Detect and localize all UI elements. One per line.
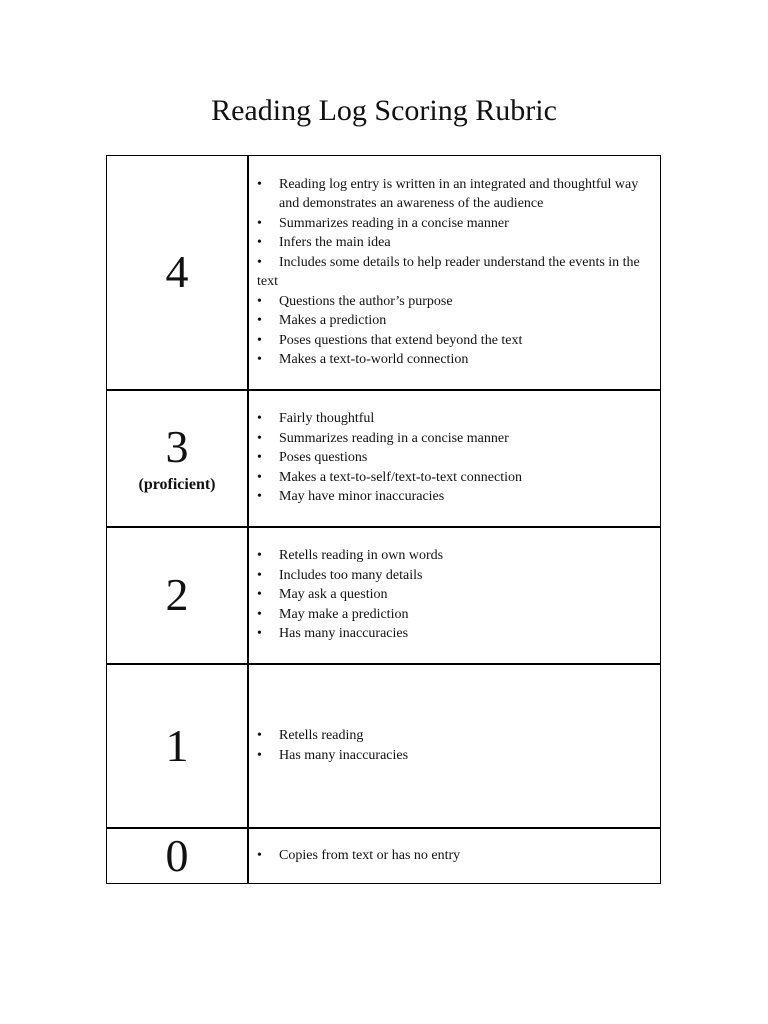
criteria-cell — [248, 390, 661, 527]
bullet-icon: • — [257, 626, 262, 642]
bullet-icon: • — [257, 587, 262, 603]
criteria-item: • Makes a text-to-world connection — [257, 350, 652, 370]
criteria-item: • Fairly thoughtful — [257, 409, 652, 429]
criteria-item: • Includes some details to help reader understand the events in the text — [257, 254, 640, 290]
bullet-icon: • — [257, 450, 262, 466]
bullet-icon: • — [257, 235, 262, 251]
page-title: Reading Log Scoring Rubric — [211, 94, 557, 127]
criteria-list — [257, 409, 652, 507]
bullet-icon: • — [257, 728, 262, 743]
criteria-list — [257, 546, 652, 644]
proficiency-label: (proficient) — [138, 476, 216, 493]
rubric-table — [106, 155, 661, 884]
rubric-row-0 — [107, 828, 661, 884]
score-value: 4 — [165, 246, 189, 298]
score-cell — [107, 390, 249, 527]
criteria-list — [257, 175, 652, 370]
criteria-item: • Makes a text-to-self/text-to-text connection — [257, 468, 652, 488]
score-value: 2 — [165, 569, 189, 620]
bullet-icon: • — [257, 293, 262, 309]
criteria-cell — [248, 828, 661, 884]
bullet-icon: • — [257, 548, 262, 564]
criteria-item: • Retells reading in own words — [257, 546, 652, 566]
criteria-item: • Poses questions that extend beyond the text — [257, 331, 652, 351]
criteria-list — [257, 846, 652, 866]
score-cell — [107, 828, 249, 884]
rubric-row-4 — [107, 156, 661, 390]
bullet-icon: • — [257, 176, 262, 192]
criteria-item: • Has many inaccuracies — [257, 624, 652, 644]
criteria-item: • May have minor inaccuracies — [257, 487, 652, 507]
criteria-cell — [248, 156, 661, 390]
bullet-icon: • — [257, 747, 262, 763]
bullet-icon: • — [257, 215, 262, 231]
criteria-item: • Reading log entry is written in an integrated and thoughtful way and demonstrates an awareness of the audience — [257, 176, 639, 212]
criteria-item: • Summarizes reading in a concise manner — [257, 429, 652, 449]
criteria-cell — [248, 527, 661, 664]
criteria-item: • Has many inaccuracies — [257, 746, 652, 766]
rubric-row-2 — [107, 527, 661, 664]
criteria-item: • Poses questions — [257, 448, 652, 468]
criteria-item: • Copies from text or has no entry — [257, 846, 652, 866]
bullet-icon: • — [257, 430, 262, 446]
bullet-icon: • — [257, 567, 262, 583]
bullet-icon: • — [257, 489, 262, 505]
criteria-item: • Infers the main idea — [257, 233, 652, 253]
criteria-list — [257, 726, 652, 765]
rubric-row-1 — [107, 664, 661, 828]
bullet-icon: • — [257, 469, 262, 485]
score-value: 1 — [165, 719, 189, 771]
criteria-item: • Includes too many details — [257, 566, 652, 586]
bullet-icon: • — [257, 848, 262, 863]
bullet-icon: • — [257, 313, 262, 329]
criteria-item: • Summarizes reading in a concise manner — [257, 214, 652, 234]
bullet-icon: • — [257, 606, 262, 622]
score-cell — [107, 664, 249, 828]
criteria-item: • May ask a question — [257, 585, 652, 605]
bullet-icon: • — [257, 352, 262, 368]
score-cell — [107, 527, 249, 664]
score-value: 3 — [165, 421, 189, 472]
criteria-item: • Questions the author’s purpose — [257, 292, 652, 312]
score-cell — [107, 156, 249, 390]
bullet-icon: • — [257, 254, 262, 270]
criteria-item: • May make a prediction — [257, 605, 652, 625]
criteria-item: • Retells reading — [257, 726, 652, 746]
criteria-cell — [248, 664, 661, 828]
bullet-icon: • — [257, 411, 262, 427]
bullet-icon: • — [257, 332, 262, 348]
score-value: 0 — [165, 829, 189, 881]
criteria-item: • Makes a prediction — [257, 311, 652, 331]
rubric-row-3 — [107, 390, 661, 527]
